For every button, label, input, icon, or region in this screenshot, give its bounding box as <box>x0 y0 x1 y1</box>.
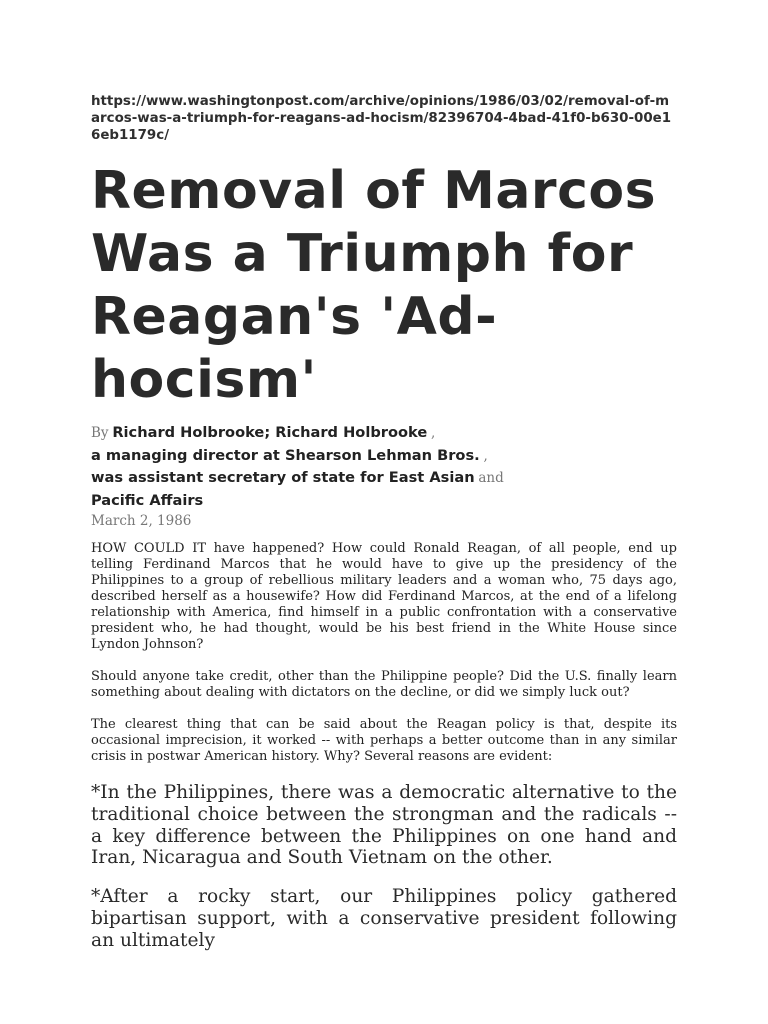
publish-date: March 2, 1986 <box>91 513 192 529</box>
body-paragraph: The clearest thing that can be said about the Reagan policy is that, despite its occasional imprecision, it worked -- with perhaps a better outcome than in any similar crisis in postwar American history. Why? Several reasons are evident: <box>91 717 677 764</box>
byline-line <box>91 490 677 513</box>
body-paragraph: Should anyone take credit, other than the Philippine people? Did the U.S. finally learn something about dealing with dictators on the decline, or did we simply luck out? <box>91 669 677 700</box>
byline-separator: , <box>483 447 488 464</box>
article-page <box>91 93 677 952</box>
byline-separator: , <box>430 425 436 441</box>
source-url: https://www.washingtonpost.com/archive/opinions/1986/03/02/removal-of-marcos-was-a-triumph-for-reagans-ad-hocism/82396704-4bad-41f0-b630-00e16eb1179c/ <box>91 94 672 143</box>
byline-by: By <box>91 425 109 441</box>
title-line: Removal of Marcos <box>91 161 657 221</box>
body-paragraph-large: *After a rocky start, our Philippines policy gathered bipartisan support, with a conservative president following an ultimately <box>91 886 677 951</box>
byline <box>91 422 677 512</box>
title-line: Reagan's 'Ad- <box>91 287 498 347</box>
author-role: a managing director at Shearson Lehman Bros. <box>91 446 480 464</box>
author-role: Pacific Affairs <box>91 491 204 509</box>
byline-and: and <box>478 470 504 486</box>
body-paragraph: HOW COULD IT have happened? How could Ronald Reagan, of all people, end up telling Ferdinand Marcos that he would have to give up the presidency of the Philippines to a group of rebellious military leaders and a woman who, 75 days ago, described herself as a housewife? How did Ferdinand Marcos, at the end of a lifelong relationship with America, find himself in a public confrontation with a conservative president who, he had thought, would be his best friend in the White House since Lyndon Johnson? <box>91 541 677 652</box>
byline-line <box>91 445 677 468</box>
body-paragraph-large: *In the Philippines, there was a democratic alternative to the traditional choice between the strongman and the radicals -- a key difference between the Philippines on one hand and Iran, Nicaragua and South Vietnam on the other. <box>91 782 677 869</box>
author-role: was assistant secretary of state for East Asian <box>91 469 475 486</box>
title-line: Was a Triumph for <box>91 224 634 284</box>
title-line: hocism' <box>91 350 317 410</box>
article-title <box>91 160 677 412</box>
author-name: Richard Holbrooke; Richard Holbrooke <box>112 424 428 441</box>
byline-line <box>91 422 677 445</box>
byline-line <box>91 467 677 490</box>
